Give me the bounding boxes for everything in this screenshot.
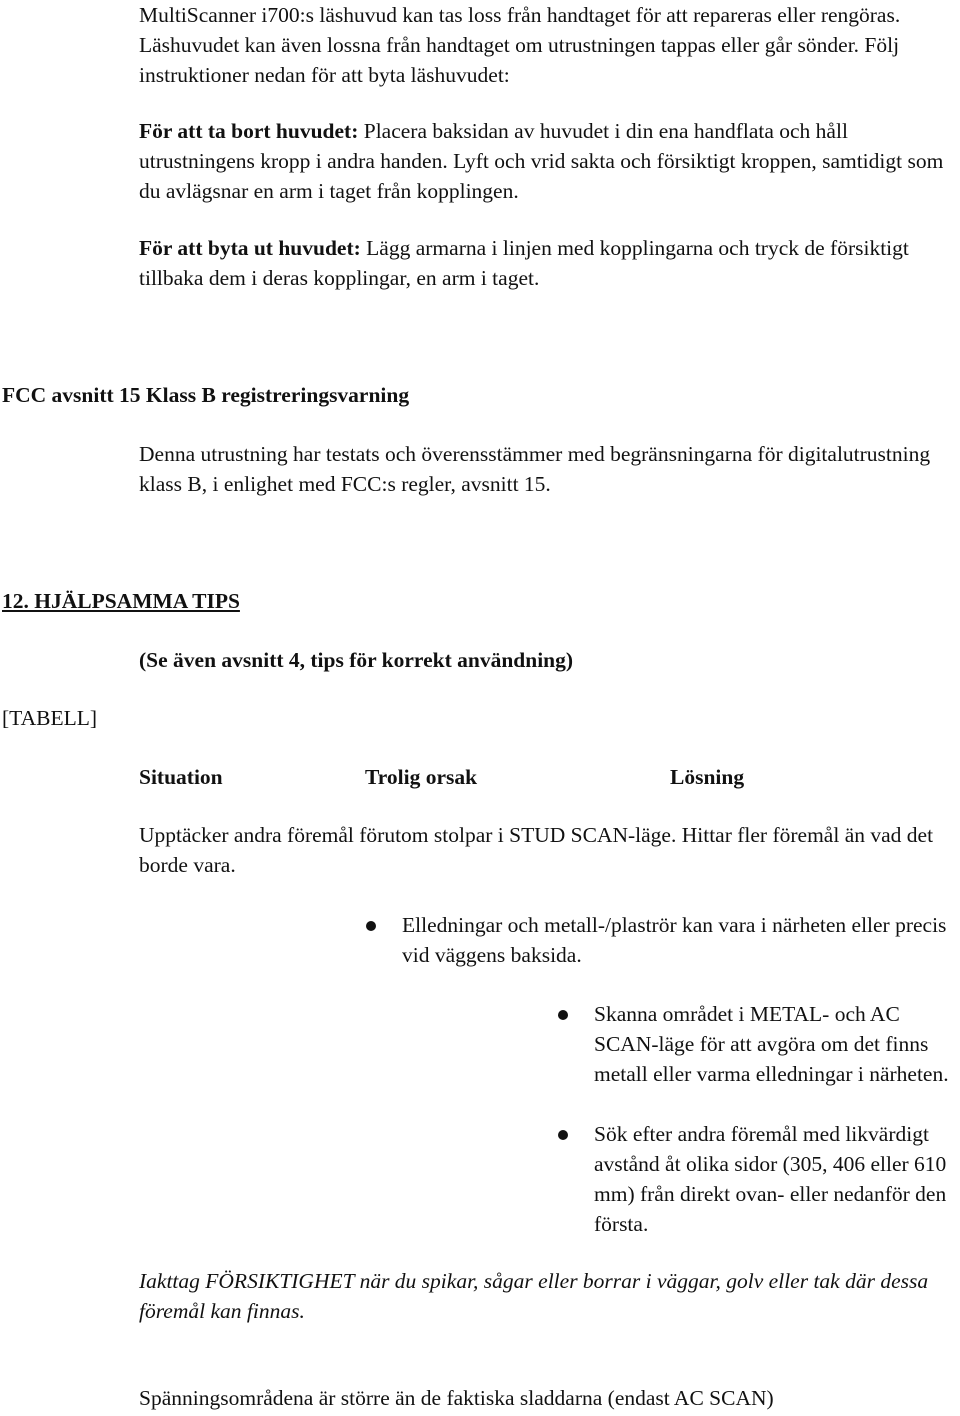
- column-header-solution: Lösning: [670, 765, 745, 789]
- bullet-icon: [366, 921, 376, 931]
- column-header-situation: Situation: [139, 765, 223, 789]
- section-subheading: (Se även avsnitt 4, tips för korrekt användning): [139, 648, 574, 672]
- intro-paragraph: MultiScanner i700:s läshuvud kan tas loss från handtaget för att repareras eller rengöras. Läshuvudet kan även lossna från handtaget om utrustningen tappas eller går sönder. Följ instruktioner nedan för att byta läshuvudet:: [139, 3, 901, 87]
- fcc-paragraph: Denna utrustning har testats och överensstämmer med begränsningarna för digitalutrustning klass B, i enlighet med FCC:s regler, avsnitt 15.: [139, 442, 931, 496]
- cause-text: Elledningar och metall-/plaströr kan vara i närheten eller precis vid väggens baksida.: [402, 913, 947, 967]
- solution-text: Sök efter andra föremål med likvärdigt avstånd åt olika sidor (305, 406 eller 610 mm) från direkt ovan- eller nedanför den första.: [594, 1122, 947, 1236]
- solution-text: Skanna området i METAL- och AC SCAN-läge för att avgöra om det finns metall eller varma elledningar i närheten.: [594, 1002, 949, 1086]
- bullet-icon: [558, 1130, 568, 1140]
- column-header-cause: Trolig orsak: [365, 765, 478, 789]
- situation-text: Upptäcker andra föremål förutom stolpar i STUD SCAN-läge. Hittar fler föremål än vad det borde vara.: [139, 823, 934, 877]
- bullet-icon: [558, 1010, 568, 1020]
- section-heading: 12. HJÄLPSAMMA TIPS: [2, 589, 240, 613]
- replace-head-label: För att byta ut huvudet:: [139, 236, 361, 260]
- remove-head-text: Placera baksidan av huvudet i din ena handflata och håll utrustningens kropp i andra handen. Lyft och vrid sakta och försiktigt kroppen, samtidigt som du avlägsnar en arm i taget från kopplingen.: [139, 119, 944, 203]
- replace-head-paragraph: [139, 233, 954, 293]
- voltage-note: Spänningsområdena är större än de faktiska sladdarna (endast AC SCAN): [139, 1386, 774, 1410]
- remove-head-paragraph: [139, 116, 954, 206]
- fcc-heading: FCC avsnitt 15 Klass B registreringsvarning: [2, 383, 410, 407]
- remove-head-label: För att ta bort huvudet:: [139, 119, 359, 143]
- caution-note: Iakttag FÖRSIKTIGHET när du spikar, sågar eller borrar i väggar, golv eller tak där dessa föremål kan finnas.: [139, 1269, 929, 1323]
- replace-head-text: Lägg armarna i linjen med kopplingarna och tryck de försiktigt tillbaka dem i deras kopplingar, en arm i taget.: [139, 236, 909, 290]
- table-marker: [TABELL]: [2, 706, 97, 730]
